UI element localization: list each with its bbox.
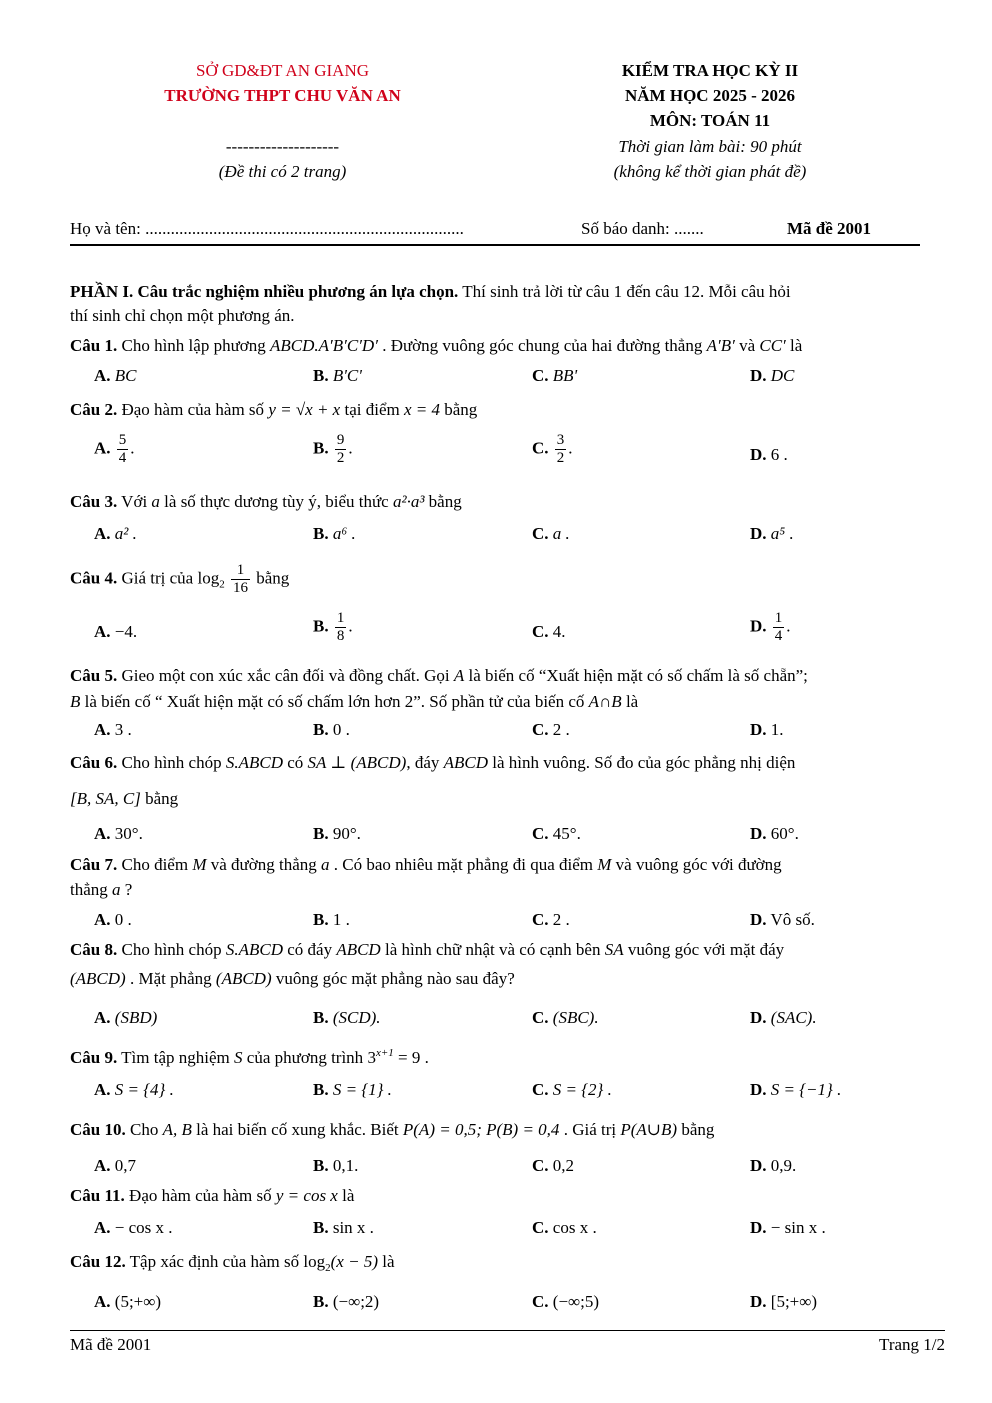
q11-option-d[interactable] <box>750 1216 826 1240</box>
option-label: D. <box>750 824 767 843</box>
option-label: C. <box>532 1218 549 1237</box>
q11-option-a[interactable] <box>94 1216 173 1240</box>
q9-option-b[interactable] <box>313 1078 392 1102</box>
question-label: Câu 5. <box>70 666 118 685</box>
question-text: Tìm tập nghiệm <box>117 1048 235 1067</box>
math-expr: a <box>112 880 121 899</box>
option-label: A. <box>94 910 111 929</box>
q10-option-d[interactable] <box>750 1154 796 1178</box>
footer-page-number: Trang 1/2 <box>879 1335 945 1354</box>
option-label: B. <box>313 910 329 929</box>
option-text: 0,1. <box>332 1156 359 1175</box>
option-text: 2 . <box>552 720 570 739</box>
option-label: B. <box>313 1292 329 1311</box>
q12-option-c[interactable] <box>532 1290 599 1314</box>
question-9 <box>70 1046 944 1070</box>
option-label: A. <box>94 438 111 458</box>
q8-option-b[interactable] <box>313 1006 381 1030</box>
question-text: là <box>337 1186 355 1205</box>
question-6-cont <box>70 787 944 811</box>
q3-option-c[interactable] <box>532 522 570 546</box>
option-text: (SBD) <box>114 1008 158 1027</box>
option-label: D. <box>750 1218 767 1237</box>
option-text: 2 . <box>552 910 570 929</box>
question-text: Cho <box>125 1120 163 1139</box>
option-text: 4. <box>552 622 566 641</box>
option-text: [5;+∞) <box>770 1292 818 1311</box>
option-label: A. <box>94 1080 111 1099</box>
option-label: B. <box>313 438 329 458</box>
question-text: Cho điểm <box>117 855 193 874</box>
q9-option-d[interactable] <box>750 1078 841 1102</box>
question-6 <box>70 751 944 775</box>
q12-option-d[interactable] <box>750 1290 817 1314</box>
option-text: a² . <box>114 524 137 543</box>
q5-option-c[interactable] <box>532 718 570 742</box>
fraction: $\frac{5}{4}$ <box>118 432 127 466</box>
q9-option-a[interactable] <box>94 1078 174 1102</box>
math-expr: 3 <box>367 1048 376 1067</box>
question-text: là biến cố “Xuất hiện mặt có số chấm là số chẵn”; <box>464 666 808 685</box>
option-text: a . <box>552 524 570 543</box>
header-divider <box>70 244 920 246</box>
option-text: (−∞;5) <box>552 1292 600 1311</box>
math-expr: log <box>197 568 220 588</box>
option-text: 1. <box>770 720 784 739</box>
option-text: sin x . <box>332 1218 374 1237</box>
q2-option-a[interactable]: A. $\frac{5}{4}$ . <box>94 432 135 466</box>
question-label: Câu 7. <box>70 855 118 874</box>
q11-option-b[interactable] <box>313 1216 374 1240</box>
option-label: C. <box>532 1292 549 1311</box>
q9-option-c[interactable] <box>532 1078 612 1102</box>
option-text: DC <box>770 366 795 385</box>
math-expr: [B, SA, C] <box>70 789 141 808</box>
fraction: $\frac{9}{2}$ <box>336 432 345 466</box>
footer-divider <box>70 1330 945 1331</box>
question-label: Câu 1. <box>70 336 118 355</box>
option-label: C. <box>532 1080 549 1099</box>
question-text: là hình vuông. Số đo của góc phẳng nhị diện <box>488 753 796 772</box>
q1-option-c[interactable] <box>532 364 577 388</box>
question-text: là hai biến cố xung khắc. Biết <box>191 1120 403 1139</box>
question-2 <box>70 398 944 422</box>
option-text: −4. <box>114 622 138 641</box>
q6-option-c[interactable] <box>532 822 581 846</box>
option-text: 30°. <box>114 824 143 843</box>
question-text: Đạo hàm của hàm số <box>124 1186 276 1205</box>
question-label: Câu 6. <box>70 753 118 772</box>
question-4 <box>70 562 944 597</box>
option-label: B. <box>313 366 329 385</box>
option-text: − sin x . <box>770 1218 826 1237</box>
math-expr: (ABCD) <box>215 969 272 988</box>
option-label: C. <box>532 1156 549 1175</box>
option-text: (−∞;2) <box>332 1292 380 1311</box>
question-text: Cho hình chóp <box>117 940 226 959</box>
math-expr: (x − 5) <box>330 1252 378 1271</box>
option-text: (SBC). <box>552 1008 599 1027</box>
option-text: BB' <box>552 366 578 385</box>
q1-option-d[interactable] <box>750 364 794 388</box>
q7-option-c[interactable] <box>532 908 570 932</box>
question-text: bằng <box>440 400 478 419</box>
question-label: Câu 12. <box>70 1252 126 1271</box>
section-title-line <box>70 280 944 304</box>
option-text: 6 . <box>770 445 788 464</box>
question-text: là <box>621 692 639 711</box>
option-label: B. <box>313 1008 329 1027</box>
option-text: 1 . <box>332 910 350 929</box>
math-expr: P(A) = 0,5; P(B) = 0,4 <box>402 1120 560 1139</box>
math-expr: x = 4 <box>403 400 440 419</box>
option-label: B. <box>313 720 329 739</box>
option-text: 3 . <box>114 720 132 739</box>
option-label: C. <box>532 824 549 843</box>
q1-option-a[interactable] <box>94 364 137 388</box>
time-limit: Thời gian làm bài: 90 phút <box>618 137 802 156</box>
question-5-cont <box>70 690 944 714</box>
q12-option-b[interactable] <box>313 1290 379 1314</box>
math-expr: = 9 . <box>393 1048 429 1067</box>
question-text: bằng <box>251 568 290 588</box>
question-text: là hình chữ nhật và có cạnh bên <box>380 940 605 959</box>
exponent: x+1 <box>375 1047 394 1059</box>
option-label: A. <box>94 1008 111 1027</box>
option-label: A. <box>94 1218 111 1237</box>
question-text: Với <box>117 492 152 511</box>
option-text: a⁵ . <box>770 524 794 543</box>
option-label: B. <box>313 524 329 543</box>
option-text: (SAC). <box>770 1008 817 1027</box>
math-expr: ABCD <box>443 753 488 772</box>
question-text: và vuông góc với đường <box>611 855 782 874</box>
math-expr: y = cos x <box>275 1186 338 1205</box>
math-expr: SA ⊥ (ABCD) <box>307 753 407 772</box>
question-text: có đáy <box>282 940 337 959</box>
q10-option-b[interactable] <box>313 1154 358 1178</box>
fraction: $\frac{1}{4}$ <box>774 610 783 644</box>
question-10 <box>70 1118 944 1142</box>
q5-option-b[interactable] <box>313 718 350 742</box>
question-text: . Giá trị <box>559 1120 621 1139</box>
option-label: D. <box>750 1080 767 1099</box>
exam-title: KIỂM TRA HỌC KỲ II <box>621 61 799 80</box>
option-text: Vô số. <box>770 910 815 929</box>
option-label: C. <box>532 622 549 641</box>
option-label: C. <box>532 366 549 385</box>
question-text: bằng <box>140 789 179 808</box>
sbd-field-label: Số báo danh: ....... <box>581 219 704 238</box>
option-label: D. <box>750 524 767 543</box>
math-expr: S <box>234 1048 243 1067</box>
q4-option-c[interactable] <box>532 620 566 644</box>
option-label: C. <box>532 910 549 929</box>
question-label: Câu 2. <box>70 400 118 419</box>
option-label: D. <box>750 1008 767 1027</box>
question-text: Cho hình lập phương <box>117 336 271 355</box>
question-text: là số thực dương tùy ý, biểu thức <box>159 492 393 511</box>
question-3 <box>70 490 944 514</box>
q6-option-d[interactable] <box>750 822 799 846</box>
option-label: A. <box>94 1156 111 1175</box>
math-expr: A∩B <box>588 692 622 711</box>
question-label: Câu 11. <box>70 1186 125 1205</box>
question-text: Tập xác định của hàm số <box>125 1252 304 1271</box>
q4-option-b[interactable]: B. $\frac{1}{8}$ . <box>313 610 353 644</box>
option-text: 60°. <box>770 824 799 843</box>
question-text: vuông góc với mặt đáy <box>623 940 785 959</box>
question-label: Câu 9. <box>70 1048 118 1067</box>
q11-option-c[interactable] <box>532 1216 597 1240</box>
option-text: − cos x . <box>114 1218 173 1237</box>
math-expr: CC′ <box>759 336 786 355</box>
option-label: A. <box>94 720 111 739</box>
option-text: S = {−1} . <box>770 1080 842 1099</box>
option-text: 0 . <box>332 720 350 739</box>
option-label: B. <box>313 1156 329 1175</box>
math-expr: ABCD.A′B′C′D′ <box>270 336 378 355</box>
option-text: S = {1} . <box>332 1080 392 1099</box>
question-text: bằng <box>677 1120 715 1139</box>
q8-option-d[interactable] <box>750 1006 817 1030</box>
header-dashes: -------------------- <box>225 137 340 156</box>
option-text: 0,7 <box>114 1156 137 1175</box>
option-text: 45°. <box>552 824 581 843</box>
question-text: . Đường vuông góc chung của hai đường thẳng <box>377 336 707 355</box>
q5-option-a[interactable] <box>94 718 132 742</box>
option-label: C. <box>532 1008 549 1027</box>
math-expr: (ABCD) <box>70 969 126 988</box>
math-expr: a²·a³ <box>392 492 425 511</box>
math-expr: A, B <box>162 1120 192 1139</box>
option-label: A. <box>94 824 111 843</box>
q6-option-b[interactable] <box>313 822 361 846</box>
question-text: là <box>785 336 803 355</box>
math-expr: B <box>70 692 81 711</box>
school-year: NĂM HỌC 2025 - 2026 <box>625 86 795 105</box>
q12-option-a[interactable] <box>94 1290 161 1314</box>
section-instruction-2: thí sinh chỉ chọn một phương án. <box>70 306 295 325</box>
option-text: (SCD). <box>332 1008 381 1027</box>
department-name: SỞ GD&ĐT AN GIANG <box>196 61 369 80</box>
option-text: B'C' <box>332 366 362 385</box>
option-label: D. <box>750 616 767 636</box>
option-label: D. <box>750 1156 767 1175</box>
option-text: cos x . <box>552 1218 597 1237</box>
question-text: là biến cố “ Xuất hiện mặt có số chấm lớn hơn 2”. Số phần tử của biến cố <box>80 692 589 711</box>
math-expr: A′B′ <box>706 336 735 355</box>
question-8-cont <box>70 967 944 991</box>
option-text: 0,9. <box>770 1156 797 1175</box>
question-text: bằng <box>424 492 462 511</box>
option-text: S = {2} . <box>552 1080 612 1099</box>
math-expr: SA <box>604 940 624 959</box>
question-text: Đạo hàm của hàm số <box>117 400 269 419</box>
option-text: a⁶ . <box>332 524 356 543</box>
question-label: Câu 4. <box>70 568 118 588</box>
question-11 <box>70 1184 944 1208</box>
option-label: B. <box>313 1080 329 1099</box>
question-text: tại điểm <box>340 400 404 419</box>
option-label: A. <box>94 622 111 641</box>
question-text: thẳng <box>70 880 113 899</box>
q6-option-a[interactable] <box>94 822 143 846</box>
q3-option-d[interactable] <box>750 522 794 546</box>
option-text: (5;+∞) <box>114 1292 162 1311</box>
option-label: D. <box>750 910 767 929</box>
q2-option-c[interactable]: C. $\frac{3}{2}$ . <box>532 432 573 466</box>
q10-option-c[interactable] <box>532 1154 574 1178</box>
q2-option-b[interactable]: B. $\frac{9}{2}$ . <box>313 432 353 466</box>
section-title: PHẦN I. Câu trắc nghiệm nhiều phương án lựa chọn. <box>70 282 459 301</box>
pages-note: (Đề thi có 2 trang) <box>218 162 347 181</box>
question-5 <box>70 664 944 688</box>
math-expr: ABCD <box>336 940 381 959</box>
question-label: Câu 10. <box>70 1120 126 1139</box>
option-text: S = {4} . <box>114 1080 174 1099</box>
question-7 <box>70 853 944 877</box>
option-label: B. <box>313 1218 329 1237</box>
exam-code: Mã đề 2001 <box>787 219 872 238</box>
option-label: C. <box>532 720 549 739</box>
question-text: , đáy <box>406 753 444 772</box>
fraction: $\frac{1}{8}$ <box>336 610 345 644</box>
school-name: TRƯỜNG THPT CHU VĂN AN <box>164 86 401 105</box>
question-12 <box>70 1250 944 1274</box>
question-label: Câu 8. <box>70 940 118 959</box>
option-label: B. <box>313 824 329 843</box>
math-expr: M <box>597 855 612 874</box>
q8-option-c[interactable] <box>532 1006 599 1030</box>
question-text: vuông góc mặt phẳng nào sau đây? <box>271 969 515 988</box>
option-text: 90°. <box>332 824 361 843</box>
math-expr: P(A∪B) <box>620 1120 678 1139</box>
question-text: . Mặt phẳng <box>125 969 216 988</box>
subject: MÔN: TOÁN 11 <box>649 111 771 130</box>
option-label: D. <box>750 1292 767 1311</box>
question-text: . Có bao nhiêu mặt phẳng đi qua điểm <box>329 855 598 874</box>
q5-option-d[interactable] <box>750 718 784 742</box>
name-field-label: Họ và tên: ........................................................................... <box>70 219 464 238</box>
question-text: Gieo một con xúc xắc cân đối và đồng chất. Gọi <box>117 666 454 685</box>
time-note: (không kể thời gian phát đề) <box>613 162 807 181</box>
option-label: A. <box>94 1292 111 1311</box>
option-label: D. <box>750 720 767 739</box>
option-label: C. <box>532 438 549 458</box>
math-expr: M <box>192 855 207 874</box>
q3-option-b[interactable] <box>313 522 356 546</box>
question-text: là <box>377 1252 395 1271</box>
question-text: Giá trị của <box>117 568 198 588</box>
q8-option-a[interactable] <box>94 1006 157 1030</box>
question-7-cont <box>70 878 944 902</box>
question-text: Cho hình chóp <box>117 753 226 772</box>
option-label: D. <box>750 366 767 385</box>
math-expr: A <box>453 666 465 685</box>
fraction: $\frac{1}{16}$ <box>232 562 248 596</box>
option-text: 0 . <box>114 910 132 929</box>
option-label: B. <box>313 616 329 636</box>
question-text: ? <box>120 880 133 899</box>
option-label: A. <box>94 524 111 543</box>
q4-option-d[interactable]: D. $\frac{1}{4}$ . <box>750 610 791 644</box>
q3-option-a[interactable] <box>94 522 137 546</box>
math-expr: S.ABCD <box>225 940 283 959</box>
option-text: BC <box>114 366 137 385</box>
q10-option-a[interactable] <box>94 1154 136 1178</box>
option-label: D. <box>750 445 767 464</box>
fraction: $\frac{3}{2}$ <box>556 432 565 466</box>
option-label: C. <box>532 524 549 543</box>
question-text: của phương trình <box>242 1048 368 1067</box>
q7-option-a[interactable] <box>94 908 132 932</box>
q4-option-a[interactable] <box>94 620 137 644</box>
question-text: có <box>282 753 308 772</box>
question-8 <box>70 938 944 962</box>
log-base: 2 <box>219 578 225 591</box>
q7-option-b[interactable] <box>313 908 350 932</box>
section-instruction-1: Thí sinh trả lời từ câu 1 đến câu 12. Mỗi câu hỏi <box>458 282 791 301</box>
question-1 <box>70 334 944 358</box>
q2-option-d[interactable] <box>750 443 788 467</box>
option-text: 0,2 <box>552 1156 575 1175</box>
math-expr: log <box>303 1252 326 1271</box>
math-expr: S.ABCD <box>225 753 283 772</box>
footer-exam-code: Mã đề 2001 <box>70 1335 152 1354</box>
question-text: và đường thẳng <box>206 855 322 874</box>
q1-option-b[interactable] <box>313 364 362 388</box>
math-expr: y = √x + x <box>268 400 341 419</box>
math-expr: a <box>321 855 330 874</box>
question-text: và <box>734 336 760 355</box>
log-base: 2 <box>325 1262 331 1274</box>
q7-option-d[interactable] <box>750 908 815 932</box>
math-expr: a <box>151 492 160 511</box>
option-label: A. <box>94 366 111 385</box>
question-label: Câu 3. <box>70 492 118 511</box>
